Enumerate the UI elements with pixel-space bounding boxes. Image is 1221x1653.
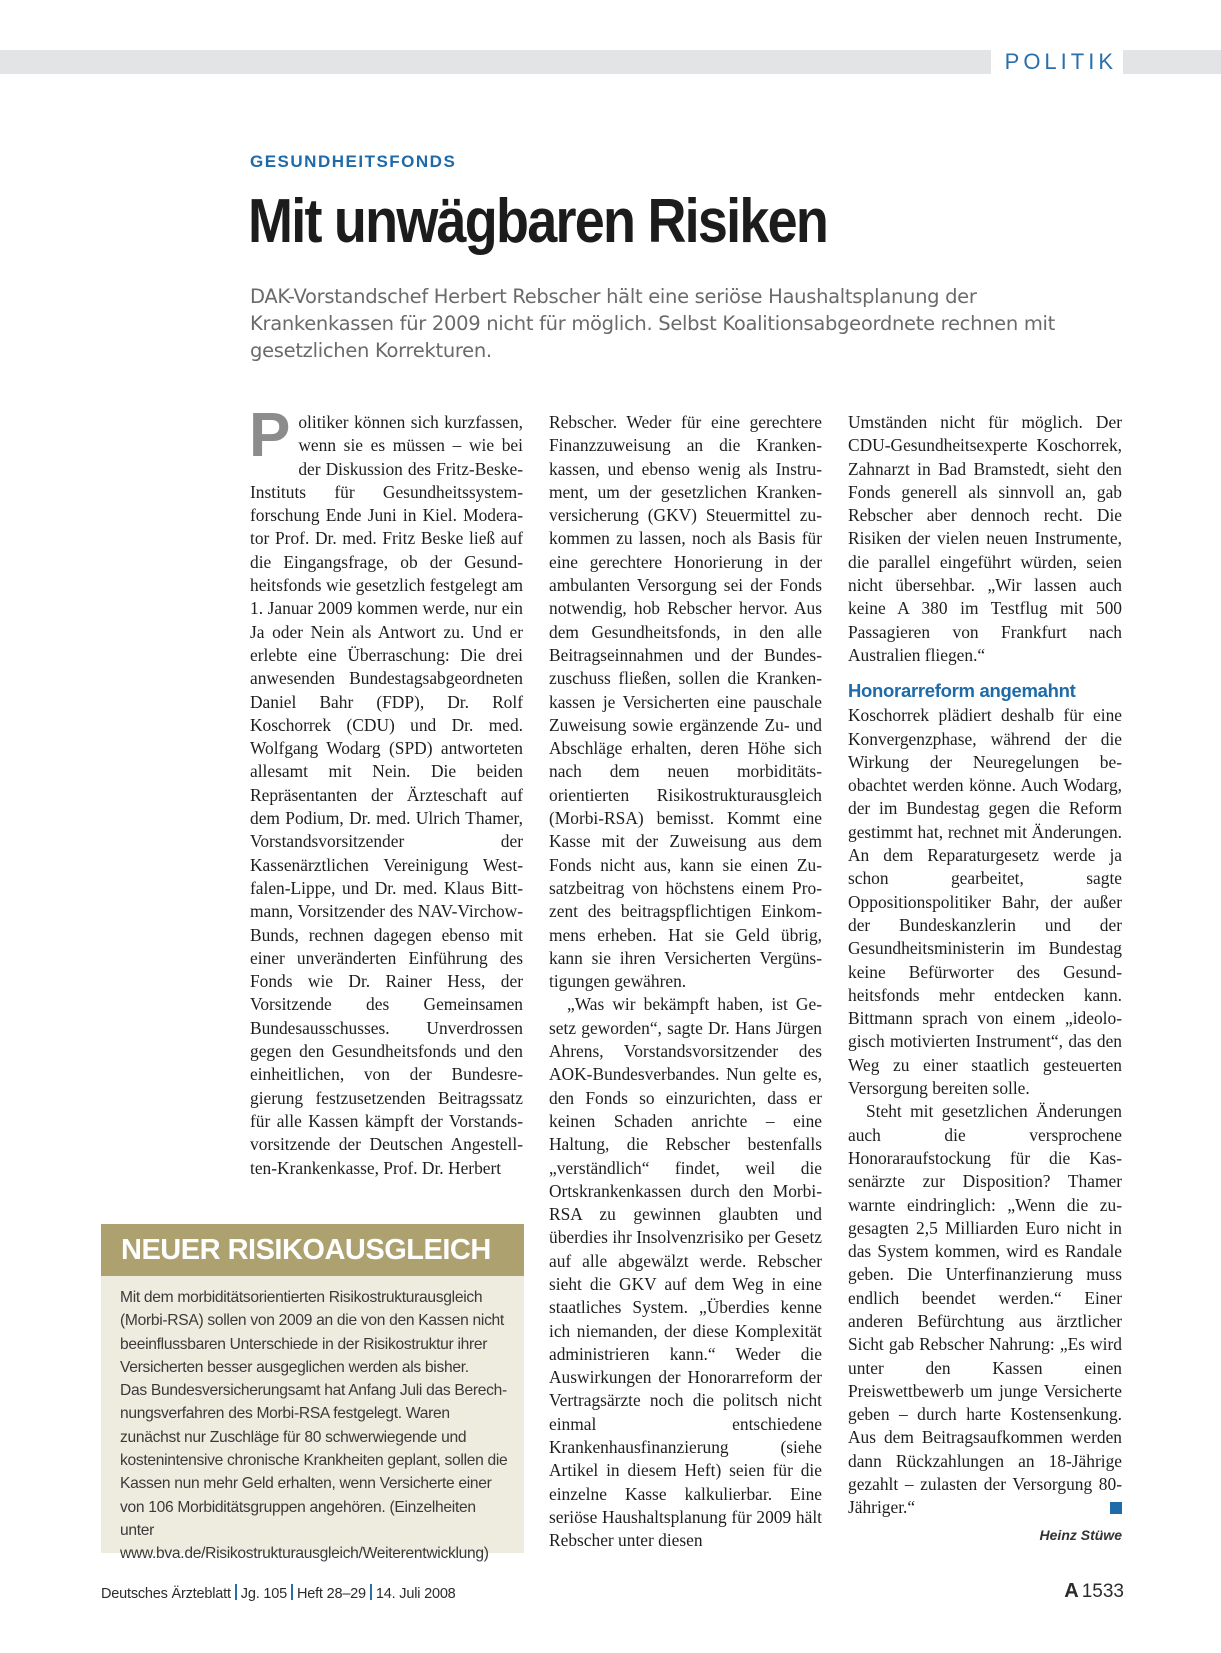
- article-lead: DAK-Vorstandschef Herbert Rebscher hält eine seriöse Haushaltsplanung der Krankenkassen für 2009 nicht für möglich. Selbst Koalitionsabgeordnete rechnen mit gesetzlichen Korrekturen.: [250, 285, 1055, 362]
- info-box: [101, 1224, 524, 1563]
- separator: [370, 1584, 372, 1600]
- info-box-title: NEUER RISIKOAUSGLEICH: [101, 1224, 524, 1276]
- info-box-paragraph: Mit dem morbiditätsorientierten Risikostrukturausgleich (Morbi-RSA) sollen von 2009 an die von den Kassen nicht beeinflussbaren Unterschiede in der Risikostruktur ihrer Versicherten besser ausgeglichen werden als bisher.: [120, 1289, 504, 1376]
- info-box-body: [101, 1276, 524, 1566]
- journal-name: Deutsches Ärzteblatt: [101, 1586, 231, 1602]
- info-box-paragraph: Das Bundesversicherungsamt hat Anfang Juli das Berechnungsverfahren des Morbi-RSA festgelegt. Waren zunächst nur Zuschläge für 80 schwerwiegende und kostenintensive chronische Krankheiten geplant, sollen die Kassen nun mehr Geld erhalten, wenn Versicherte einer von 106 Morbiditätsgruppen angehören. (Einzelheiten unter www.bva.de/Risikostrukturausgleich/Weiterentwicklung): [120, 1382, 508, 1563]
- footer-citation: [101, 1584, 456, 1602]
- page-prefix: A: [1064, 1580, 1079, 1602]
- text-column-2: [549, 411, 822, 1553]
- paragraph: Umständen nicht für möglich. Der CDU-Gesundheitsexperte Koschorrek, Zahnarzt in Bad Bramstedt, sieht den Fonds generell als sinnvoll an, gab Rebscher aber dennoch recht. Die Risiken der vielen neuen Instrumente, die parallel eingeführt würden, seien nicht übersehbar. „Wir lassen auch keine A 380 im Testflug mit 500 Passagieren von Frankfurt nach Australien fliegen.“: [848, 412, 1122, 665]
- article-title: Mit unwägbaren Risiken: [248, 187, 828, 256]
- paragraph: „Was wir bekämpft haben, ist Gesetz geworden“, sagte Dr. Hans Jürgen Ahrens, Vorstandsvorsitzender des AOK-Bundesverbandes. Nun gelte es, den Fonds so einzurichten, dass er keinen Schaden anrichte – eine Haltung, die Rebscher bestenfalls „verständlich“ findet, weil die Ortskrankenkassen durch den Morbi-RSA zu gewinnen glaubten und überdies ihr Insolvenzrisiko per Gesetz auf alle abgewälzt werde. Rebscher sieht die GKV auf dem Weg in eine staatliches System. „Überdies kenne ich niemanden, der diese Komplexität administrieren kann.“ Weder die Auswirkungen der Honorarreform der Vertragsärzte noch die politsch nicht einmal entschiedene Krankenhausfinanzierung (siehe Artikel in diesem Heft) seien für die einzelne Kasse kalkulierbar. Eine seriöse Haushaltsplanung für 2009 hält Rebscher unter diesen: [549, 994, 822, 1551]
- paragraph-text: olitiker können sich kurzfassen, wenn sie es müssen – wie bei der Diskussion des Fritz-Beske-Instituts für Gesundheitssystemforschung Ende Juni in Kiel. Moderator Prof. Dr. med. Fritz Beske ließ auf die Eingangsfrage, ob der Gesundheitsfonds wie gesetzlich festgelegt am 1. Januar 2009 kommen werde, nur ein Ja oder Nein als Antwort zu. Und er erlebte eine Überraschung: Die drei anwesenden Bundestagsabgeordneten Daniel Bahr (FDP), Dr. Rolf Koschorrek (CDU) und Dr. med. Wolfgang Wodarg (SPD) antworteten allesamt mit Nein. Die beiden Repräsentanten der Ärzteschaft auf dem Podium, Dr. med. Ulrich Thamer, Vorstandsvorsitzender der Kassenärztlichen Vereinigung Westfalen-Lippe, und Dr. med. Klaus Bittmann, Vorsitzender des NAV-Virchow-Bunds, rechnen dagegen ebenso mit einer unveränderten Einführung des Fonds wie Dr. Rainer Hess, der Vorsitzende des Gemeinsamen Bundesausschusses. Unverdrossen gegen den Gesundheitsfonds und den einheitlichen, von der Bundesregierung festzusetzenden Beitragssatz für alle Kassen kämpft der Vorstandsvorsitzende der Deutschen Angestellten-Krankenkasse, Prof. Dr. Herbert: [250, 412, 523, 1178]
- page-number-value: 1533: [1081, 1581, 1124, 1602]
- text-column-1: [249, 401, 523, 1180]
- subheading: Honorarreform angemahnt: [848, 680, 1076, 702]
- paragraph: [249, 401, 523, 1180]
- separator: [291, 1584, 293, 1600]
- volume: Jg. 105: [240, 1586, 287, 1602]
- paragraph: Rebscher. Weder für eine gerechtere Finanzzuweisung an die Krankenkassen, und ebenso wenig als Instrument, um der gesetzlichen Krankenversicherung (GKV) Steuermittel zukommen zu lassen, noch als Basis für eine gerechtere Honorierung in der ambulanten Versorgung sei der Fonds notwendig, hob Rebscher hervor. Aus dem Gesundheitsfonds, in den alle Beitragseinnahmen und der Bundeszuschuss fließen, sollen die Krankenkassen je Versicherten eine pauschale Zuweisung sowie ergänzende Zu- und Abschläge erhalten, deren Höhe sich nach dem neuen morbiditätsorientierten Risikostrukturausgleich (Morbi-RSA) bemisst. Kommt eine Kasse mit der Zuweisung aus dem Fonds nicht aus, kann sie einen Zusatzbeitrag von höchstens einem Prozent des beitragspflichtigen Einkommens erheben. Hat sie Geld übrig, kann sie ihren Versicherten Vergünstigungen gewähren.: [549, 412, 822, 992]
- page-number: [1064, 1580, 1124, 1603]
- issue-date: 14. Juli 2008: [375, 1586, 456, 1602]
- article-kicker: GESUNDHEITSFONDS: [250, 152, 457, 171]
- author: Heinz Stüwe: [1039, 1526, 1122, 1543]
- paragraph: [848, 1100, 1122, 1519]
- paragraph-text: Steht mit gesetzlichen Änderungen auch die versprochene Honoraraufstockung für die Kassenärzte zur Disposition? Thamer warnte eindringlich: „Wenn die zugesagten 2,5 Milliarden Euro nicht in das System kommen, wird es Randale geben. Die Unterfinanzierung muss endlich beendet werden.“ Einer anderen Befürchtung aus ärztlicher Sicht gab Rebscher Nahrung: „Es wird unter den Kassen einen Preiswettbewerb um junge Versicherte geben – durch harte Kostensenkung. Aus dem Beitragsaufkommen werden dann Rückzahlungen an 18-Jährige gezahlt – zulasten der Versorgung 80-Jähriger.“: [848, 1101, 1122, 1518]
- end-mark-icon: [1110, 1502, 1122, 1514]
- separator: [235, 1584, 237, 1600]
- section-label: POLITIK: [991, 47, 1123, 77]
- drop-cap: P: [249, 401, 291, 470]
- issue: Heft 28–29: [296, 1586, 366, 1602]
- paragraph: Koschorrek plädiert deshalb für eine Konvergenzphase, während der die Wirkung der Neuregelungen beobachtet werden könne. Auch Wodarg, der im Bundestag gegen die Reform gestimmt hat, rechnet mit Änderungen. An dem Reparaturgesetz werde ja schon gearbeitet, sagte Oppositionspolitiker Bahr, der außer der Bundeskanzlerin und der Gesundheitsministerin im Bundestag keine Befürworter des Gesundheitsfonds mehr entdecken kann. Bittmann sprach von einem „ideologisch motivierten Instrument“, das den Weg zu einer staatlich gesteuerten Versorgung bereiten solle.: [848, 705, 1122, 1099]
- text-column-3: [848, 411, 1122, 1547]
